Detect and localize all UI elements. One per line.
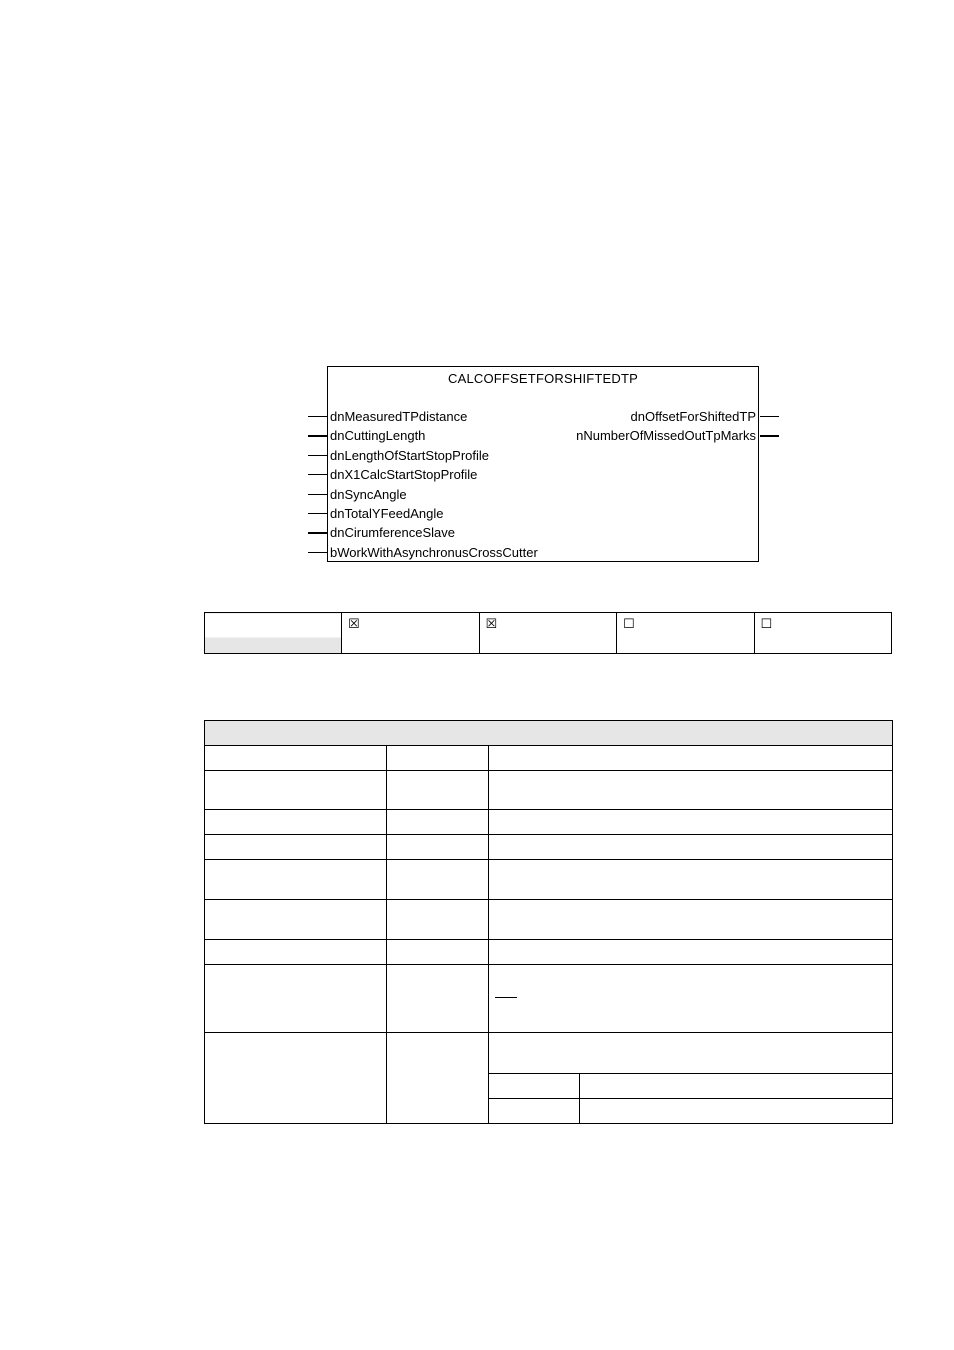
underline-mark [495, 997, 517, 998]
output-pin-1: nNumberOfMissedOutTpMarks [576, 428, 756, 443]
nested-table [489, 1073, 892, 1123]
input-wire [308, 513, 327, 514]
input-pin-2: dnLengthOfStartStopProfile [330, 448, 489, 463]
table-row [205, 940, 893, 965]
parameter-table-header [205, 721, 893, 746]
input-pin-3: dnX1CalcStartStopProfile [330, 467, 478, 482]
function-block-title: CALCOFFSETFORSHIFTEDTP [447, 371, 639, 386]
table-row [205, 900, 893, 940]
flags-table [204, 612, 892, 654]
input-wire [308, 552, 327, 553]
header-cell [205, 721, 893, 746]
table-row [205, 746, 893, 771]
input-wire [308, 455, 327, 456]
flag-cell [617, 613, 755, 654]
input-wire [308, 532, 327, 534]
input-wire [308, 494, 327, 495]
table-row [205, 835, 893, 860]
flag-cell [342, 613, 480, 654]
input-wire [308, 416, 327, 417]
nested-row [489, 1099, 892, 1124]
input-wire [308, 435, 327, 437]
input-pin-1: dnCuttingLength [330, 428, 426, 443]
input-pin-7: bWorkWithAsynchronusCrossCutter [330, 545, 538, 560]
input-pin-5: dnTotalYFeedAngle [330, 506, 444, 521]
flags-label [205, 613, 342, 654]
flag-cell [754, 613, 892, 654]
output-wire [760, 435, 779, 437]
table-row [205, 771, 893, 810]
table-row [205, 810, 893, 835]
output-wire [760, 416, 779, 417]
nested-row [489, 1074, 892, 1099]
nested-cell [489, 1033, 893, 1124]
table-row [205, 1033, 893, 1124]
input-pin-6: dnCirumferenceSlave [330, 525, 456, 540]
input-pin-4: dnSyncAngle [330, 487, 407, 502]
unchecked-box-icon: ☐ [760, 617, 773, 632]
input-pin-0: dnMeasuredTPdistance [330, 409, 468, 424]
checked-box-icon: ☒ [485, 617, 498, 632]
input-wire [308, 474, 327, 475]
table-row [205, 860, 893, 900]
parameter-table [204, 720, 893, 1124]
table-row [205, 965, 893, 1033]
unchecked-box-icon: ☐ [623, 617, 635, 632]
checked-box-icon: ☒ [348, 617, 360, 632]
output-pin-0: dnOffsetForShiftedTP [630, 409, 756, 424]
flag-cell [479, 613, 617, 654]
function-block [327, 366, 759, 562]
